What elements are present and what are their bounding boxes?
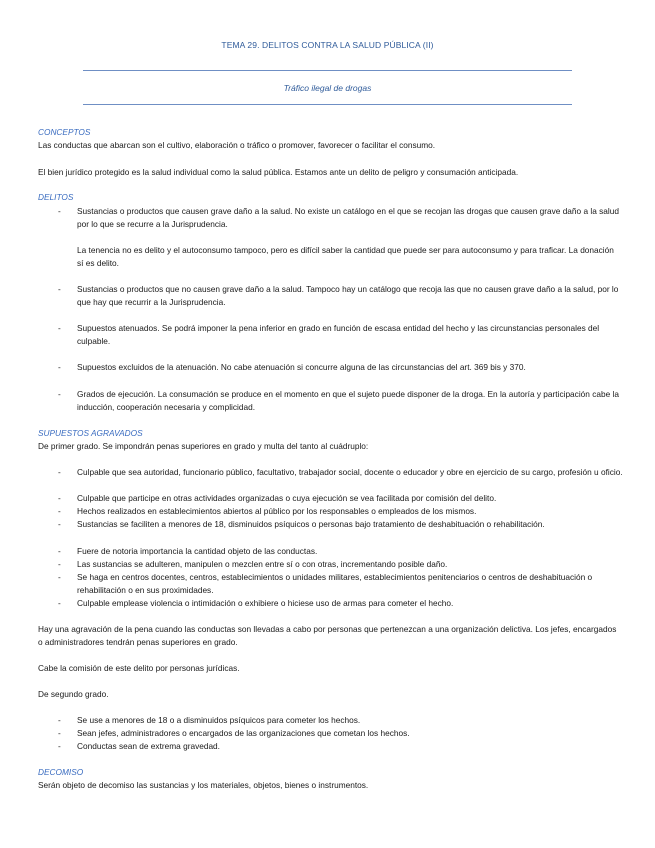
segundo-grado-bullet-1 <box>58 714 623 727</box>
bullet-dash: - <box>58 728 61 738</box>
agravados-organizacion-paragraph: Hay una agravación de la pena cuando las conductas son llevadas a cabo por personas que pertenezcan a una organización delictiva. Los jefes, encargados o administradores tendrán penas superiores en grado. <box>38 624 617 647</box>
bullet-dash: - <box>58 362 61 372</box>
agravados-bullet-7-text: Se haga en centros docentes, centros, establecimientos o unidades militares, establecimientos penitenciarios o centros de deshabituación o rehabilitación o en sus proximidades. <box>77 572 593 595</box>
agravados-bullet-8-text: Culpable emplease violencia o intimidación o exhibiere o hiciese uso de armas para cometer el hecho. <box>77 598 454 608</box>
agravados-bullet-1-text: Culpable que sea autoridad, funcionario público, facultativo, trabajador social, docente o educador y obre en ejercicio de su cargo, profesión u oficio. <box>77 467 623 477</box>
title-divider-bottom <box>83 104 572 105</box>
bullet-dash: - <box>58 715 61 725</box>
agravados-bullet-3-text: Hechos realizados en establecimientos abiertos al público por los responsables o empleados de los mismos. <box>77 506 477 516</box>
bullet-dash: - <box>58 741 61 751</box>
section-heading-decomiso: DECOMISO <box>38 767 84 777</box>
document-title: TEMA 29. DELITOS CONTRA LA SALUD PÚBLICA (II) <box>221 40 434 50</box>
document-subtitle: Tráfico ilegal de drogas <box>283 83 372 93</box>
agravados-segundo-grado: De segundo grado. <box>38 689 109 699</box>
bullet-dash: - <box>58 467 61 477</box>
section-heading-conceptos: CONCEPTOS <box>38 127 91 137</box>
bullet-dash: - <box>58 559 61 569</box>
segundo-grado-bullet-3-text: Conductas sean de extrema gravedad. <box>77 741 220 751</box>
agravados-bullet-4-text: Sustancias se faciliten a menores de 18, disminuidos psíquicos o personas bajo tratamiento de deshabituación o rehabilitación. <box>77 519 545 529</box>
delitos-item-4-text: Supuestos excluidos de la atenuación. No cabe atenuación si concurre alguna de las circunstancias del art. 369 bis y 370. <box>77 362 526 372</box>
agravados-bullet-7 <box>58 571 623 597</box>
delitos-item-2 <box>58 283 623 309</box>
agravados-bullet-1 <box>58 466 623 479</box>
section-heading-delitos: DELITOS <box>38 192 74 202</box>
agravados-bullet-2 <box>58 492 623 505</box>
decomiso-paragraph: Serán objeto de decomiso las sustancias y los materiales, objetos, bienes o instrumentos. <box>38 780 369 790</box>
delitos-item-1 <box>58 205 623 231</box>
delitos-item-4 <box>58 361 623 374</box>
agravados-bullet-6-text: Las sustancias se adulteren, manipulen o mezclen entre sí o con otras, incrementando posible daño. <box>77 559 448 569</box>
segundo-grado-bullet-3 <box>58 740 623 753</box>
segundo-grado-bullet-2-text: Sean jefes, administradores o encargados de las organizaciones que cometan los hechos. <box>77 728 410 738</box>
bullet-dash: - <box>58 389 61 399</box>
bullet-dash: - <box>58 284 61 294</box>
bullet-dash: - <box>58 546 61 556</box>
agravados-bullet-5 <box>58 545 623 558</box>
section-heading-agravados: SUPUESTOS AGRAVADOS <box>38 428 143 438</box>
delitos-item-3 <box>58 322 623 348</box>
delitos-item-1-text: Sustancias o productos que causen grave daño a la salud. No existe un catálogo en el que se recojan las drogas que causen grave daño a la salud por lo que se recurre a la Jurisprudencia. <box>77 206 619 229</box>
bullet-dash: - <box>58 506 61 516</box>
delitos-item-1-note: La tenencia no es delito y el autoconsumo tampoco, pero es difícil saber la cantidad que puede ser para autoconsumo y para traficar. La donación sí es delito. <box>77 245 614 268</box>
delitos-item-2-text: Sustancias o productos que no causen grave daño a la salud. Tampoco hay un catálogo que recoja las que no causen grave daño a la salud, por lo que hay que recurrir a la Jurisprudencia. <box>77 284 619 307</box>
bullet-dash: - <box>58 572 61 582</box>
conceptos-paragraph-2: El bien jurídico protegido es la salud individual como la salud pública. Estamos ante un delito de peligro y consumación anticipada. <box>38 167 519 177</box>
segundo-grado-bullet-1-text: Se use a menores de 18 o a disminuidos psíquicos para cometer los hechos. <box>77 715 361 725</box>
agravados-bullet-4 <box>58 518 623 531</box>
agravados-bullet-6 <box>58 558 623 571</box>
conceptos-paragraph-1: Las conductas que abarcan son el cultivo, elaboración o tráfico o promover, favorecer o facilitar el consumo. <box>38 140 436 150</box>
bullet-dash: - <box>58 519 61 529</box>
bullet-dash: - <box>58 493 61 503</box>
agravados-bullet-5-text: Fuere de notoria importancia la cantidad objeto de las conductas. <box>77 546 318 556</box>
title-divider-top <box>83 70 572 71</box>
bullet-dash: - <box>58 323 61 333</box>
bullet-dash: - <box>58 598 61 608</box>
agravados-bullet-2-text: Culpable que participe en otras actividades organizadas o cuya ejecución se vea facilitada por comisión del delito. <box>77 493 497 503</box>
delitos-item-5 <box>58 388 623 414</box>
agravados-personas-juridicas: Cabe la comisión de este delito por personas jurídicas. <box>38 663 240 673</box>
bullet-dash: - <box>58 206 61 216</box>
agravados-bullet-8 <box>58 597 623 610</box>
segundo-grado-bullet-2 <box>58 727 623 740</box>
delitos-item-5-text: Grados de ejecución. La consumación se produce en el momento en que el sujeto puede disponer de la droga. En la autoría y participación cabe la inducción, cooperación necesaria y complicidad. <box>77 389 619 412</box>
delitos-item-3-text: Supuestos atenuados. Se podrá imponer la pena inferior en grado en función de escasa entidad del hecho y las circunstancias personales del culpable. <box>77 323 600 346</box>
agravados-bullet-3 <box>58 505 623 518</box>
agravados-intro: De primer grado. Se impondrán penas superiores en grado y multa del tanto al cuádruplo: <box>38 441 369 451</box>
